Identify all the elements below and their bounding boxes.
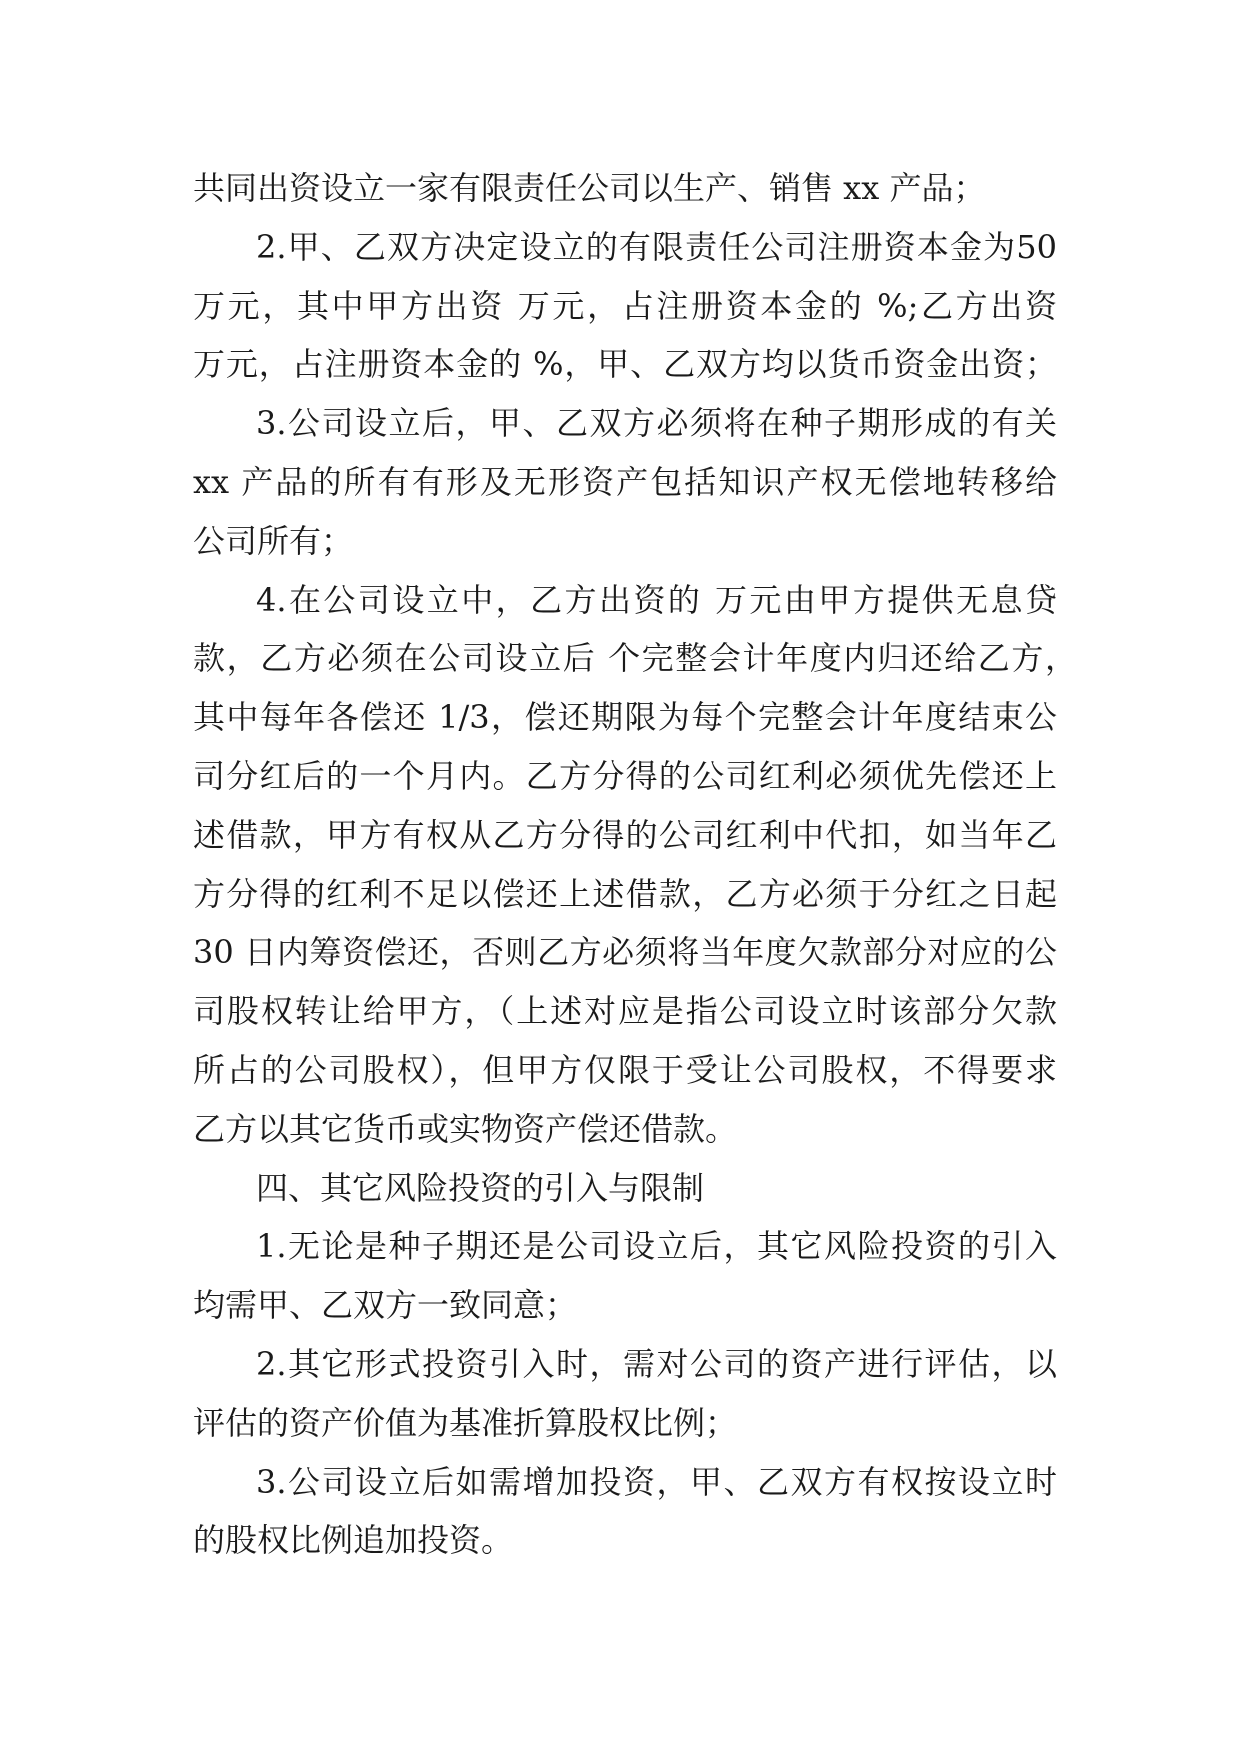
text-line: xx 产品的所有有形及无形资产包括知识产权无偿地转移给 (193, 462, 1057, 501)
text-line: 乙方以其它货币或实物资产偿还借款。 (193, 1109, 738, 1148)
text-line: 3.公司设立后，甲、乙双方必须将在种子期形成的有关 (256, 404, 1057, 443)
text-line: 方分得的红利不足以偿还上述借款，乙方必须于分红之日起 (193, 874, 1057, 913)
text-line: 30 日内筹资偿还，否则乙方必须将当年度欠款部分对应的公 (193, 933, 1057, 972)
section-heading: 四、其它风险投资的引入与限制 (256, 1168, 705, 1207)
text-line: 款，乙方必须在公司设立后 个完整会计年度内归还给乙方， (193, 639, 1077, 678)
text-line: 司分红后的一个月内。乙方分得的公司红利必须优先偿还上 (193, 756, 1057, 795)
text-line: 1.无论是种子期还是公司设立后，其它风险投资的引入 (256, 1227, 1057, 1266)
text-line: 评估的资产价值为基准折算股权比例； (193, 1403, 738, 1442)
text-line: 其中每年各偿还 1/3，偿还期限为每个完整会计年度结束公 (193, 698, 1057, 737)
text-line: 所占的公司股权），但甲方仅限于受让公司股权，不得要求 (193, 1050, 1057, 1089)
text-line: 公司所有； (193, 521, 354, 560)
text-line: 万元，占注册资本金的 %，甲、乙双方均以货币资金出资； (193, 345, 1057, 384)
text-line: 万元，其中甲方出资 万元，占注册资本金的 %;乙方出资 (193, 286, 1057, 325)
text-line: 3.公司设立后如需增加投资，甲、乙双方有权按设立时 (256, 1462, 1057, 1501)
text-line: 的股权比例追加投资。 (193, 1521, 514, 1560)
text-line: 共同出资设立一家有限责任公司以生产、销售 xx 产品； (193, 169, 986, 207)
text-line: 2.甲、乙双方决定设立的有限责任公司注册资本金为50 (256, 227, 1057, 266)
text-line: 司股权转让给甲方，（上述对应是指公司设立时该部分欠款 (193, 992, 1057, 1031)
text-line: 述借款，甲方有权从乙方分得的公司红利中代扣，如当年乙 (193, 815, 1057, 854)
text-line: 均需甲、乙双方一致同意； (193, 1286, 578, 1325)
text-line: 4.在公司设立中，乙方出资的 万元由甲方提供无息贷 (256, 580, 1057, 619)
text-line: 2.其它形式投资引入时，需对公司的资产进行评估，以 (256, 1344, 1057, 1383)
